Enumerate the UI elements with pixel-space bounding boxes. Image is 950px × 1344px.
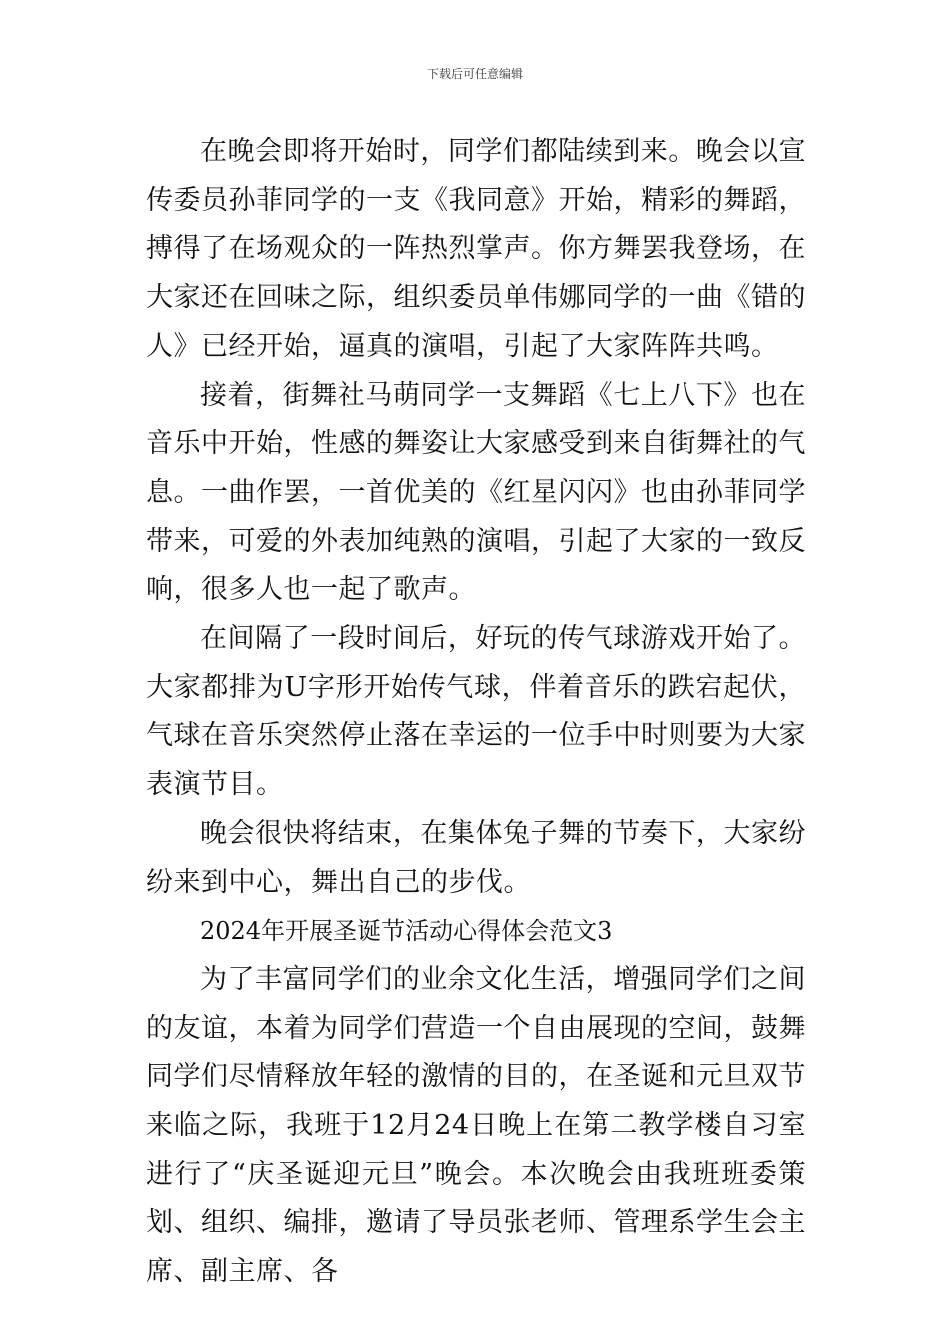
paragraph: 在晚会即将开始时，同学们都陆续到来。晚会以宣传委员孙菲同学的一支《我同意》开始，精彩的舞蹈，搏得了在场观众的一阵热烈掌声。你方舞罢我登场，在大家还在回味之际，组织委员单伟娜同学的一曲《错的人》已经开始，逼真的演唱，引起了大家阵阵共鸣。 [146,136,806,362]
paragraph: 在间隔了一段时间后，好玩的传气球游戏开始了。大家都排为U字形开始传气球，伴着音乐的跌宕起伏，气球在音乐突然停止落在幸运的一位手中时则要为大家表演节目。 [146,623,806,801]
section-heading: 2024年开展圣诞节活动心得体会范文3 [200,917,613,946]
paragraph: 晚会很快将结束，在集体兔子舞的节奏下，大家纷纷来到中心，舞出自己的步伐。 [146,817,806,898]
paragraph: 为了丰富同学们的业余文化生活，增强同学们之间的友谊，本着为同学们营造一个自由展现的空间，鼓舞同学们尽情释放年轻的激情的目的，在圣诞和元旦双节来临之际，我班于12月24日晚上在第二教学楼自习室进行了“庆圣诞迎元旦”晚会。本次晚会由我班班委策划、组织、编排，邀请了导员张老师、管理系学生会主席、副主席、各 [146,963,806,1288]
paragraph: 接着，街舞社马萌同学一支舞蹈《七上八下》也在音乐中开始，性感的舞姿让大家感受到来自街舞社的气息。一曲作罢，一首优美的《红星闪闪》也由孙菲同学带来，可爱的外表加纯熟的演唱，引起了大家的一致反响，很多人也一起了歌声。 [146,379,806,606]
page-header: 下载后可任意编辑 [426,67,523,81]
document-body [146,128,806,1297]
